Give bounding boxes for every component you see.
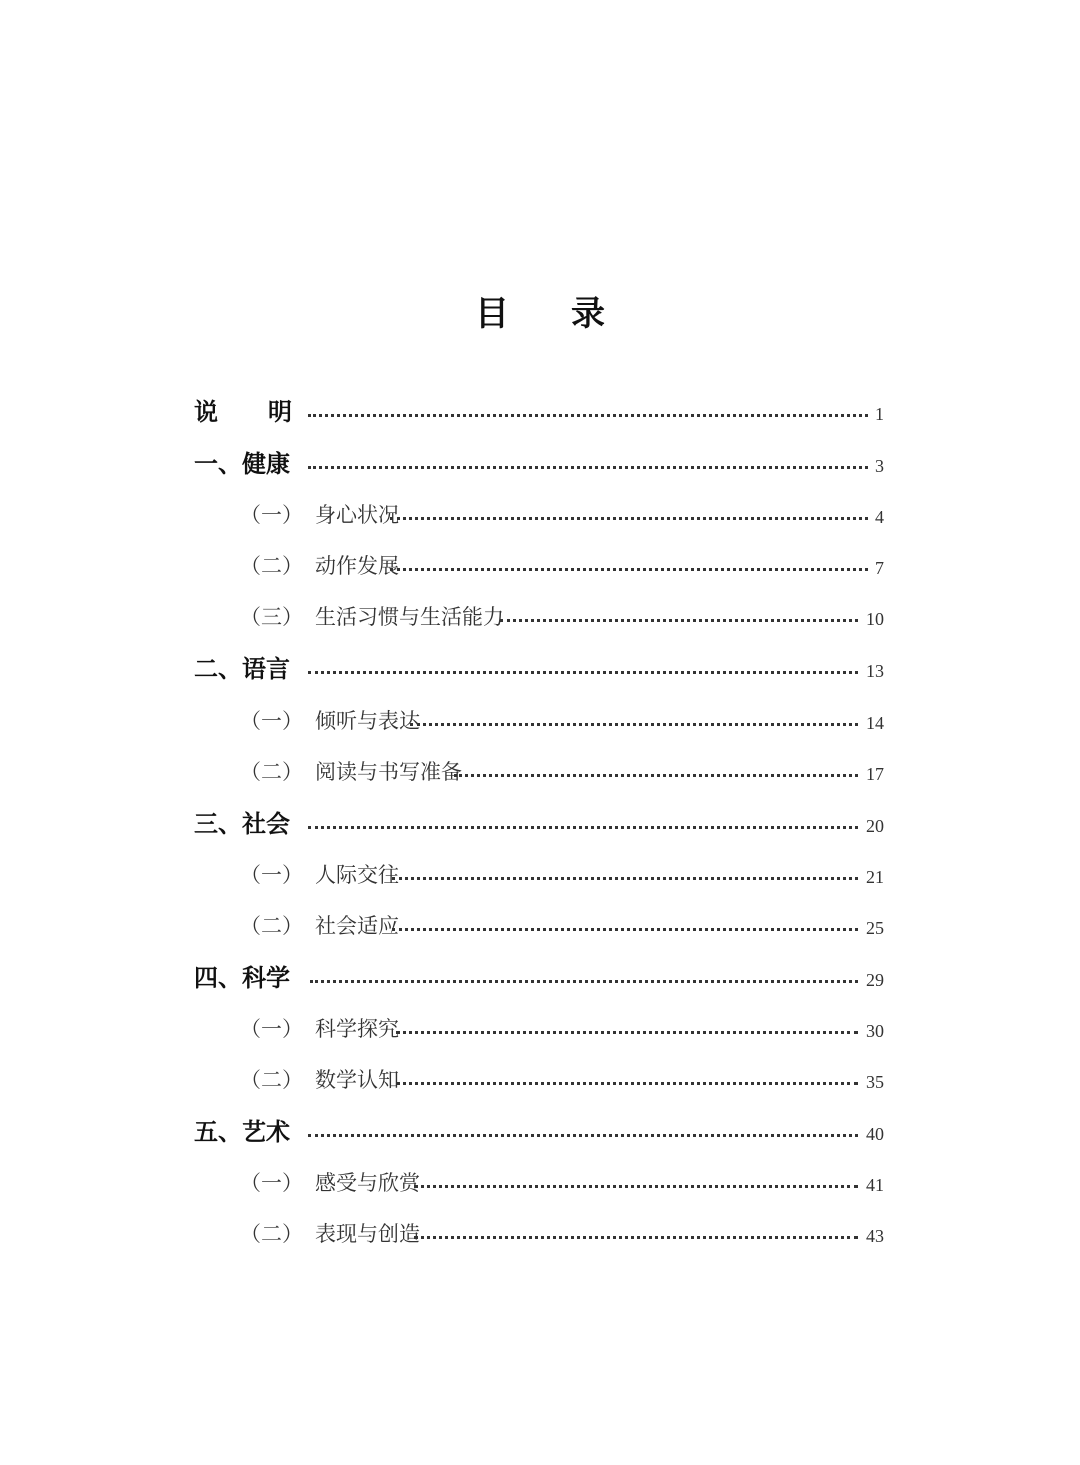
dot-leader <box>390 568 868 571</box>
dot-leader <box>454 774 858 777</box>
toc-section-label: 二、语言 <box>194 655 290 683</box>
toc-subsection-label: （二） 表现与创造 <box>240 1222 420 1246</box>
toc-subsection-label: （二） 数学认知 <box>240 1068 399 1092</box>
toc-entry-label: 说 明 <box>194 398 292 426</box>
toc-subsection-label: （一） 身心状况 <box>240 503 399 527</box>
toc-page-number: 25 <box>866 918 884 938</box>
toc-subsection-health-1[interactable] <box>0 499 1080 531</box>
dot-leader <box>414 1185 858 1188</box>
toc-entry-intro[interactable] <box>0 396 1080 428</box>
toc-subsection-label: （一） 科学探究 <box>240 1017 399 1041</box>
toc-page-number: 41 <box>866 1175 884 1195</box>
toc-subsection-label: （一） 倾听与表达 <box>240 709 420 733</box>
toc-section-label: 五、艺术 <box>194 1118 290 1146</box>
toc-section-label: 一、健康 <box>194 450 290 478</box>
toc-section-science[interactable] <box>0 962 1080 994</box>
toc-page-number: 3 <box>875 456 884 476</box>
toc-subsection-science-2[interactable] <box>0 1064 1080 1096</box>
toc-subsection-health-2[interactable] <box>0 550 1080 582</box>
toc-page-number: 10 <box>866 609 884 629</box>
dot-leader <box>396 1031 858 1034</box>
toc-section-health[interactable] <box>0 448 1080 480</box>
toc-page-number: 20 <box>866 816 884 836</box>
toc-subsection-art-1[interactable] <box>0 1167 1080 1199</box>
toc-page-number: 4 <box>875 507 884 527</box>
toc-page-number: 13 <box>866 661 884 681</box>
toc-subsection-label: （二） 动作发展 <box>240 554 399 578</box>
toc-page-number: 1 <box>875 404 884 424</box>
dot-leader <box>500 619 858 622</box>
toc-subsection-health-3[interactable] <box>0 601 1080 633</box>
dot-leader <box>390 517 868 520</box>
dot-leader <box>396 1082 858 1085</box>
dot-leader <box>308 671 858 674</box>
toc-subsection-art-2[interactable] <box>0 1218 1080 1250</box>
toc-page-number: 35 <box>866 1072 884 1092</box>
toc-subsection-label: （二） 阅读与书写准备 <box>240 760 462 784</box>
dot-leader <box>308 826 858 829</box>
toc-subsection-science-1[interactable] <box>0 1013 1080 1045</box>
dot-leader <box>392 877 858 880</box>
toc-page-number: 40 <box>866 1124 884 1144</box>
page-title-char-2: 录 <box>571 294 605 334</box>
toc-page-number: 30 <box>866 1021 884 1041</box>
toc-subsection-label: （三） 生活习惯与生活能力 <box>240 605 504 629</box>
dot-leader <box>410 723 858 726</box>
toc-subsection-label: （一） 人际交往 <box>240 863 399 887</box>
dot-leader <box>392 928 858 931</box>
dot-leader <box>310 980 858 983</box>
page-title-char-1: 目 <box>475 294 509 334</box>
dot-leader <box>308 414 868 417</box>
toc-subsection-label: （一） 感受与欣赏 <box>240 1171 420 1195</box>
toc-page-number: 43 <box>866 1226 884 1246</box>
toc-section-label: 四、科学 <box>194 964 290 992</box>
toc-subsection-society-2[interactable] <box>0 910 1080 942</box>
toc-page-number: 14 <box>866 713 884 733</box>
toc-section-language[interactable] <box>0 653 1080 685</box>
toc-page-number: 17 <box>866 764 884 784</box>
toc-subsection-language-1[interactable] <box>0 705 1080 737</box>
toc-section-society[interactable] <box>0 808 1080 840</box>
toc-page-number: 21 <box>866 867 884 887</box>
toc-subsection-language-2[interactable] <box>0 756 1080 788</box>
toc-page-number: 29 <box>866 970 884 990</box>
toc-page-number: 7 <box>875 558 884 578</box>
toc-section-label: 三、社会 <box>194 810 290 838</box>
dot-leader <box>308 1134 858 1137</box>
toc-subsection-society-1[interactable] <box>0 859 1080 891</box>
toc-subsection-label: （二） 社会适应 <box>240 914 399 938</box>
dot-leader <box>414 1236 858 1239</box>
toc-section-art[interactable] <box>0 1116 1080 1148</box>
dot-leader <box>308 466 868 469</box>
